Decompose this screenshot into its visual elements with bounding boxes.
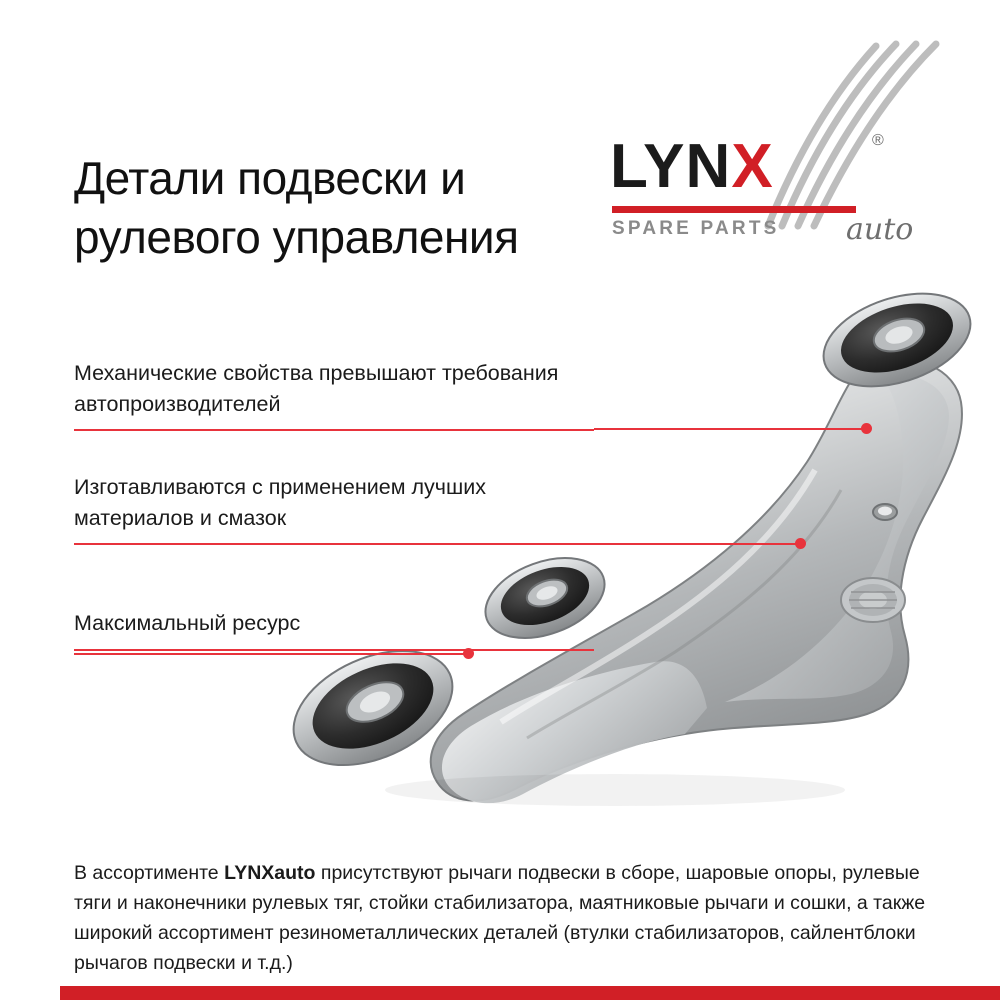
logo-wordmark [610, 132, 774, 201]
registered-mark: ® [872, 132, 884, 149]
logo-subtitle: SPARE PARTS [612, 218, 780, 239]
feature-2-connector [594, 543, 800, 545]
feature-2-dot [795, 538, 806, 549]
feature-3-dot [463, 648, 474, 659]
logo-script-auto: auto [846, 212, 914, 247]
feature-1-rule [74, 429, 594, 431]
brand-logo [610, 40, 940, 247]
logo-red-bar [612, 206, 856, 213]
feature-1-dot [861, 423, 872, 434]
feature-item-3 [74, 608, 594, 651]
description-paragraph [74, 858, 934, 979]
description-brand: LYNXauto [224, 861, 316, 884]
footer-accent-bar [0, 986, 1000, 1000]
description-part2: присутствуют рычаги подвески в сборе, шаровые опоры, рулевые тяги и наконечники рулевых тяг, стойки стабилизатора, маятниковые рычаги и сошки, а также широкий ассортимент резинометаллических деталей (втулки стабилизаторов, сайлентблоки рычагов подвески и т.д.) [74, 861, 926, 975]
feature-item-2 [74, 472, 594, 545]
logo-word-accent: X [731, 132, 774, 201]
page-title: Детали подвески и рулевого управления [74, 151, 519, 263]
footer-bar-gap [0, 986, 60, 1000]
feature-item-1 [74, 358, 594, 431]
logo-word-main: LYN [610, 132, 732, 201]
feature-3-connector [74, 653, 468, 655]
feature-2-rule [74, 543, 594, 545]
feature-3-text: Максимальный ресурс [74, 611, 301, 635]
description-part1: В ассортименте [74, 861, 225, 884]
feature-1-connector [594, 428, 866, 430]
feature-2-text: Изготавливаются с применением лучших материалов и смазок [74, 475, 486, 530]
feature-3-rule [74, 649, 594, 651]
feature-1-text: Механические свойства превышают требования автопроизводителей [74, 361, 559, 416]
